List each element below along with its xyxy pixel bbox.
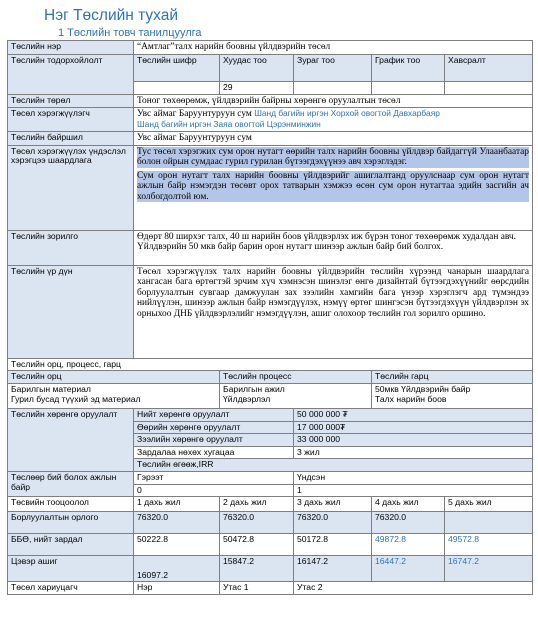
- label-responsible: Төсөл хариуцагч: [8, 582, 134, 595]
- jobs-header-permanent: Үндсэн: [294, 472, 533, 485]
- label-profit: Цэвэр ашиг: [8, 556, 134, 582]
- revenue-value[interactable]: 76320.0: [294, 512, 372, 534]
- profit-value[interactable]: 16747.2: [445, 556, 533, 582]
- label-revenue: Борлуулалтын орлого: [8, 512, 134, 534]
- iop-input-item: Гурил бусад түүхий эд материал: [11, 393, 141, 404]
- investment-item-name: Өөрийн хөрөнгө оруулалт: [134, 421, 294, 434]
- row-forecast-years: [8, 497, 533, 512]
- jobs-header-contract: Гэрээт: [134, 472, 294, 485]
- cost-value[interactable]: 50222.8: [134, 534, 220, 556]
- investment-item-name: Зээлийн хөрөнгө оруулалт: [134, 434, 294, 447]
- indicator-header-pages: Хуудас тоо: [220, 54, 294, 81]
- indicator-header-appendix: Хавсралт: [445, 54, 533, 81]
- iop-header-input: Төслийн орц: [8, 371, 220, 384]
- label-investment: Төслийн хөрөнгө оруулалт: [8, 408, 134, 471]
- implementer-value[interactable]: [134, 108, 533, 132]
- indicator-header-figures: Зураг тоо: [294, 54, 372, 81]
- label-need: Төсөл хэрэгжүүлэх үндэслэл хэрэгцээ шаардлага: [8, 145, 134, 230]
- revenue-value[interactable]: [445, 512, 533, 534]
- cost-value[interactable]: 49872.8: [372, 534, 445, 556]
- project-summary-table: [7, 40, 533, 595]
- label-indicators: Төслийн тодорхойлолт: [8, 54, 134, 94]
- revenue-value[interactable]: 76320.0: [220, 512, 294, 534]
- profit-value[interactable]: 16447.2: [372, 556, 445, 582]
- investment-item-value[interactable]: 17 000 000₮: [294, 421, 533, 434]
- row-project-name: [8, 41, 533, 55]
- revenue-value[interactable]: 76320.0: [372, 512, 445, 534]
- row-iop-headers: [8, 371, 533, 384]
- cost-value[interactable]: 49572.8: [445, 534, 533, 556]
- iop-outputs[interactable]: [372, 383, 533, 408]
- iop-header-process: Төслийн процесс: [220, 371, 372, 384]
- profit-value[interactable]: 16097.2: [134, 556, 220, 582]
- profit-value[interactable]: 15847.2: [220, 556, 294, 582]
- row-result: [8, 265, 533, 358]
- location-value[interactable]: Увс аймаг Баруунтуруун сум: [134, 132, 533, 146]
- row-profit: [8, 556, 533, 582]
- label-cost: ББӨ, нийт зардал: [8, 534, 134, 556]
- iop-input-item: Барилгын материал: [11, 383, 91, 394]
- forecast-year: 4 дахь жил: [372, 497, 445, 512]
- label-project-name: Төслийн нэр: [8, 41, 134, 55]
- investment-item-name: Төслийн өгөөж,IRR: [134, 459, 533, 472]
- row-revenue: [8, 512, 533, 534]
- row-location: [8, 132, 533, 146]
- section-subtitle: 1 Төслийн товч танилцуулга: [58, 27, 202, 39]
- investment-item-name: Нийт хөрөнгө оруулалт: [134, 408, 294, 421]
- row-iop-title: [8, 358, 533, 371]
- row-indicators-header: [8, 54, 533, 81]
- label-iop: Төслийн орц, процесс, гарц: [8, 358, 533, 371]
- row-iop-values: [8, 383, 533, 408]
- label-forecast: Төсвийн тооцоолол: [8, 497, 134, 512]
- implementer-prefix: Увс аймаг Баруунтуруун сум: [137, 109, 252, 120]
- indicator-value-graphs[interactable]: [372, 81, 445, 94]
- investment-item-name: Зардалаа нөхөх хугацаа: [134, 446, 294, 459]
- jobs-value-contract[interactable]: 0: [134, 484, 294, 497]
- forecast-year: 3 дахь жил: [294, 497, 372, 512]
- implementer-highlight: Шанд багийн иргэн: [254, 108, 329, 119]
- responsible-phone-2[interactable]: Утас 2: [294, 582, 533, 595]
- indicator-value-pages[interactable]: 29: [220, 81, 294, 94]
- iop-process-item: Үйлдвэрлэл: [223, 393, 271, 404]
- need-paragraph-1: Тус төсөл хэрэгжих сум орон нутагт өөрийн талх нарийн боовны үйлдвэр байдаггүй Улаанбаатар болон ойрын сумдаас гурил гурилан бүтээгдэхүүнээ авч хэрэглэдэг.: [137, 146, 529, 168]
- jobs-value-permanent[interactable]: 1: [294, 484, 533, 497]
- forecast-year: 1 дахь жил: [134, 497, 220, 512]
- need-value[interactable]: [134, 145, 533, 230]
- cost-value[interactable]: 50172.8: [294, 534, 372, 556]
- result-value[interactable]: Төсөл хэрэгжүүлэх талх нарийн боовны үйлдвэрийн төслийн хүрээнд чанарын шаардлага хангасан бага өртөгтэй эрчим хүч хэмнэсэн шинэлэг өнгө дизайнтай бүтээгдэхүүнийг өөрсдийн борлуулалтын сувгаар дамжуулан зах зээлийн хамгийн бага үнээр хэрэглэгч ард түмэндээ нийлүүлэн, шинээр ажлын байр нэмэгдүүлэх, нэмүү өртөг шингэсэн бүтээгдэхүүн үйлдвэрлэн эх орныхоо ДНБ үйлдвэрлэлийг нэмэгдүүлэн, ашиг олохоор төслийн гол зорилго оршино.: [134, 265, 533, 358]
- label-goal: Төслийн зорилго: [8, 230, 134, 265]
- investment-item-value[interactable]: 3 жил: [294, 446, 533, 459]
- need-paragraph-2: Сум орон нутагт талх нарийн боовны үйлдвэрийг ашиглалтанд оруулснаар сум орон нутагт ажлын байр нэмэгдэн төсөвт орох татварын хэмжээ өсөн сум орон нутагтаа эдийн засгийн ач холбогдолтой юм.: [137, 170, 529, 202]
- label-project-type: Төслийн төрөл: [8, 94, 134, 108]
- row-goal: [8, 230, 533, 265]
- responsible-name[interactable]: Нэр: [134, 582, 220, 595]
- row-responsible: [8, 582, 533, 595]
- label-implementer: Төсөл хэрэгжүүлэгч: [8, 108, 134, 132]
- profit-value[interactable]: 16147.2: [294, 556, 372, 582]
- investment-item-value[interactable]: 50 000 000 ₮: [294, 408, 533, 421]
- indicator-header-code: Төслийн шифр: [134, 54, 220, 81]
- label-jobs: Төслөөр бий болох ажлын байр: [8, 472, 134, 497]
- responsible-phone-1[interactable]: Утас 1: [220, 582, 294, 595]
- indicator-value-appendix[interactable]: [445, 81, 533, 94]
- iop-header-output: Төслийн гарц: [372, 371, 533, 384]
- label-location: Төслийн байршил: [8, 132, 134, 146]
- iop-inputs[interactable]: [8, 383, 220, 408]
- label-result: Төслийн үр дүн: [8, 265, 134, 358]
- project-type-value[interactable]: Тоног төхөөрөмж, үйлдвэрийн байрны хөрөнгө оруулалтын төсөл: [134, 94, 533, 108]
- implementer-rest: Хорхой овогтой Давхарбаяр: [330, 108, 440, 119]
- iop-process-item: Барилгын ажил: [223, 383, 285, 394]
- row-implementer: [8, 108, 533, 132]
- indicator-header-graphs: График тоо: [372, 54, 445, 81]
- iop-process[interactable]: [220, 383, 372, 408]
- section-title: Нэг Төслийн тухай: [44, 7, 179, 24]
- row-project-type: [8, 94, 533, 108]
- goal-value[interactable]: Өдөрт 80 ширхэг талх, 40 ш нарийн боов үйлдвэрлэх иж бүрэн тоног төхөөрөмж худалдан авч. Үйлдвэрийн 50 мкв байр барин орон нутагт шинээр ажлын байр бий болгох.: [134, 230, 533, 265]
- implementer-line2: Шанд багийн иргэн Заяа овогтой Цэрэнминжин: [137, 118, 321, 129]
- row-investment: [8, 408, 533, 421]
- indicator-value-code[interactable]: [134, 81, 220, 94]
- revenue-value[interactable]: 76320.0: [134, 512, 220, 534]
- forecast-year: 2 дахь жил: [220, 497, 294, 512]
- cost-value[interactable]: 50472.8: [220, 534, 294, 556]
- row-cost: [8, 534, 533, 556]
- row-jobs-header: [8, 472, 533, 485]
- iop-output-item: Талх нарийн боов: [375, 393, 447, 404]
- indicator-value-figures[interactable]: [294, 81, 372, 94]
- forecast-year: 5 дахь жил: [445, 497, 533, 512]
- project-name-value[interactable]: “Амтлаг”талх нарийн боовны үйлдвэрийн төсөл: [134, 41, 533, 55]
- row-need: [8, 145, 533, 230]
- investment-item-value[interactable]: 33 000 000: [294, 434, 533, 447]
- iop-output-item: 50мкв Үйлдвэрийн байр: [375, 383, 471, 394]
